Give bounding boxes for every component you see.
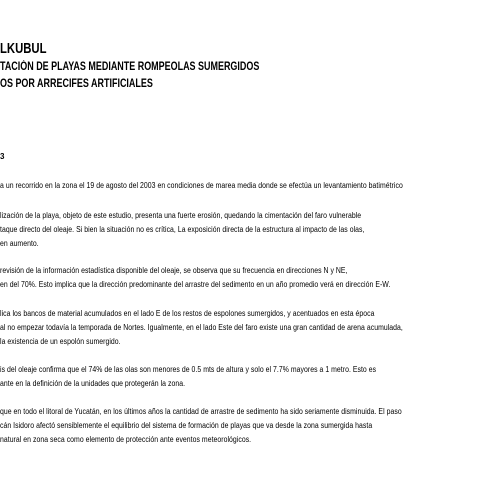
paragraph-line: al no empezar todavía la temporada de Nortes. Igualmente, en el lado Este del faro existe una gran cantidad de arena acumulada,	[0, 323, 403, 332]
title-line-1: LKUBUL	[0, 41, 47, 57]
section-number: 3	[0, 152, 5, 161]
paragraph-line: en aumento.	[0, 239, 39, 248]
paragraph-line: ante en la definición de la unidades que protegerán la zona.	[0, 379, 186, 388]
paragraph-line: lización de la playa, objeto de este estudio, presenta una fuerte erosión, quedando la cimentación del faro vulnerable	[0, 211, 362, 220]
paragraph-line: cán Isidoro afectó sensiblemente el equilibrio del sistema de formación de playas que va desde la zona sumergida hasta	[0, 421, 373, 430]
paragraph-line: que en todo el litoral de Yucatán, en los últimos años la cantidad de arrastre de sedimento ha sido seriamente disminuida. El paso	[0, 407, 402, 416]
paragraph-line: natural en zona seca como elemento de protección ante eventos meteorológicos.	[0, 435, 252, 444]
paragraph-line: taque directo del oleaje. Si bien la situación no es crítica, La exposición directa de la estructura al impacto de las olas,	[0, 225, 365, 234]
paragraph-line: is del oleaje confirma que el 74% de las olas son menores de 0.5 mts de altura y solo el 7.7% mayores a 1 metro. Esto es	[0, 365, 377, 374]
title-line-3: OS POR ARRECIFES ARTIFICIALES	[0, 78, 153, 90]
paragraph-line: a un recorrido en la zona el 19 de agosto del 2003 en condiciones de marea media donde se efectúa un levantamiento batimétrico	[0, 181, 403, 190]
paragraph-line: la existencia de un espolón sumergido.	[0, 337, 121, 346]
paragraph-line: revisión de la información estadística disponible del oleaje, se observa que su frecuencia en direcciones N y NE,	[0, 266, 348, 275]
paragraph-line: lica los bancos de material acumulados en el lado E de los restos de espolones sumergidos, y acentuados en esta época	[0, 309, 375, 318]
title-line-2: TACIÓN DE PLAYAS MEDIANTE ROMPEOLAS SUMERGIDOS	[0, 61, 260, 73]
paragraph-line: en del 70%. Esto implica que la dirección predominante del arrastre del sedimento en un año promedio verá en dirección E-W.	[0, 280, 391, 289]
